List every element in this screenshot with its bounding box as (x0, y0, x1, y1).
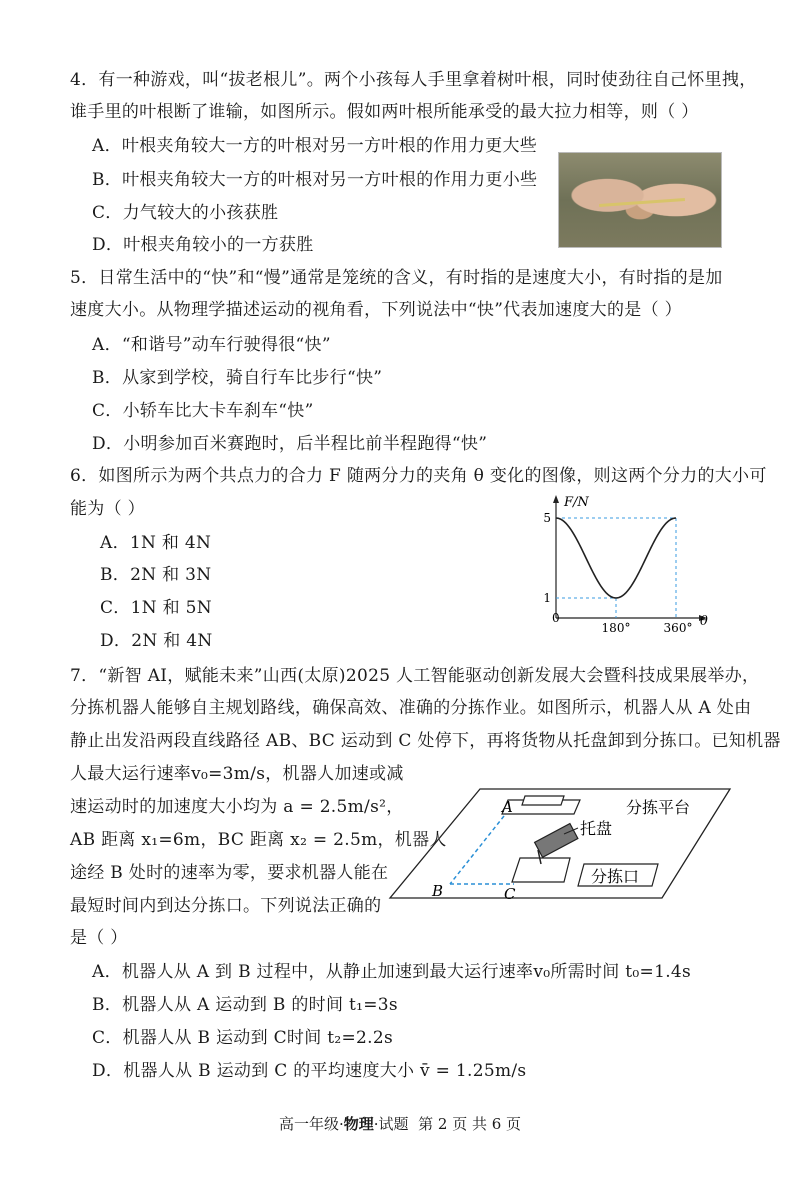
platform-label: 分拣平台 (626, 798, 691, 817)
y-tick-5: 5 (543, 511, 551, 525)
outlet-label: 分拣口 (591, 867, 640, 886)
q5-stem-line2: 速度大小。从物理学描述运动的视角看，下列说法中“快”代表加速度大的是（ ） (70, 300, 682, 320)
q7-stem-line8: 最短时间内到达分拣口。下列说法正确的 (70, 896, 382, 916)
q7-stem-line9: 是（ ） (70, 928, 128, 948)
sorting-platform-diagram (388, 786, 732, 902)
pickup-box (522, 796, 564, 805)
path-ab (450, 816, 504, 884)
q5-stem-line1: 5．日常生活中的“快”和“慢”通常是笼统的含义，有时指的是速度大小，有时指的是加 (70, 268, 723, 288)
point-c-label: C (504, 885, 516, 902)
q6-stem-line1: 6．如图所示为两个共点力的合力 F 随两分力的夹角 θ 变化的图像，则这两个分力的大小可 (70, 466, 767, 486)
point-a-label: A (502, 798, 513, 816)
q4-option-a: A．叶根夹角较大一方的叶根对另一方叶根的作用力更大些 (92, 136, 538, 156)
origin-label: 0 (552, 611, 560, 625)
q7-stem-line7: 途经 B 处时的速率为零，要求机器人能在 (70, 863, 389, 883)
q7-stem-line5: 速运动时的加速度大小均为 a = 2.5m/s²， (70, 797, 404, 817)
q7-option-b: B．机器人从 A 运动到 B 的时间 t₁=3s (92, 995, 398, 1015)
q5-option-a: A．“和谐号”动车行驶得很“快” (92, 335, 331, 355)
point-b-label: B (432, 882, 444, 900)
q4-stem-line1: 4．有一种游戏，叫“拔老根儿”。两个小孩每人手里拿着树叶根，同时使劲往自己怀里拽， (70, 70, 757, 90)
page-footer: 高一年级·物理·试题 第 2 页 共 6 页 (278, 1115, 522, 1133)
y-tick-1: 1 (543, 591, 551, 605)
f-theta-chart (536, 490, 716, 635)
q7-option-a: A．机器人从 A 到 B 过程中，从静止加速到最大运行速率v₀所需时间 t₀=1.4s (92, 962, 692, 982)
q6-option-b: B．2N 和 3N (100, 565, 212, 585)
q4-option-b: B．叶根夹角较大一方的叶根对另一方叶根的作用力更小些 (92, 170, 538, 190)
leaf-stem-game-photo (558, 152, 722, 248)
footer-subject: 物理 (343, 1115, 374, 1133)
q4-option-c: C．力气较大的小孩获胜 (92, 203, 279, 223)
y-axis-arrow (553, 495, 559, 503)
y-axis-label: F/N (564, 495, 589, 510)
q7-stem-line2: 分拣机器人能够自主规划路线，确保高效、准确的分拣作业。如图所示，机器人从 A 处由 (70, 698, 752, 718)
q7-stem-line6: AB 距离 x₁=6m，BC 距离 x₂ = 2.5m，机器人 (70, 830, 447, 850)
robot-tray (535, 824, 578, 858)
x-axis-label: θ (700, 614, 708, 629)
footer-grade: 高一年级 (278, 1115, 339, 1133)
footer-page: 第 2 页 共 6 页 (418, 1115, 522, 1133)
x-tick-360: 360° (663, 621, 693, 635)
tray-label: 托盘 (580, 819, 613, 838)
q6-option-d: D．2N 和 4N (100, 631, 213, 651)
q7-option-c: C．机器人从 B 运动到 C时间 t₂=2.2s (92, 1028, 393, 1048)
q7-stem-line3: 静止出发沿两段直线路径 AB、BC 运动到 C 处停下，再将货物从托盘卸到分拣口。已知机器 (70, 731, 781, 751)
q7-stem-line1: 7．“新智 AI，赋能未来”山西(太原)2025 人工智能驱动创新发展大会暨科技成果展举办， (70, 666, 760, 686)
q6-option-c: C．1N 和 5N (100, 598, 212, 618)
q6-option-a: A．1N 和 4N (100, 533, 212, 553)
resultant-force-curve (556, 518, 676, 598)
q4-option-d: D．叶根夹角较小的一方获胜 (92, 235, 314, 255)
q6-stem-line2: 能为（ ） (70, 499, 145, 519)
q7-option-d: D．机器人从 B 运动到 C 的平均速度大小 v̄ = 1.25m/s (92, 1061, 527, 1081)
q5-option-b: B．从家到学校，骑自行车比步行“快” (92, 368, 383, 388)
q4-stem-line2: 谁手里的叶根断了谁输，如图所示。假如两叶根所能承受的最大拉力相等，则（ ） (70, 102, 699, 122)
footer-title: 试题 (378, 1115, 409, 1133)
q5-option-c: C．小轿车比大卡车刹车“快” (92, 401, 314, 421)
q7-stem-line4: 人最大运行速率v₀=3m/s，机器人加速或减 (70, 764, 404, 784)
q5-option-d: D．小明参加百米赛跑时，后半程比前半程跑得“快” (92, 434, 488, 454)
x-tick-180: 180° (601, 621, 631, 635)
